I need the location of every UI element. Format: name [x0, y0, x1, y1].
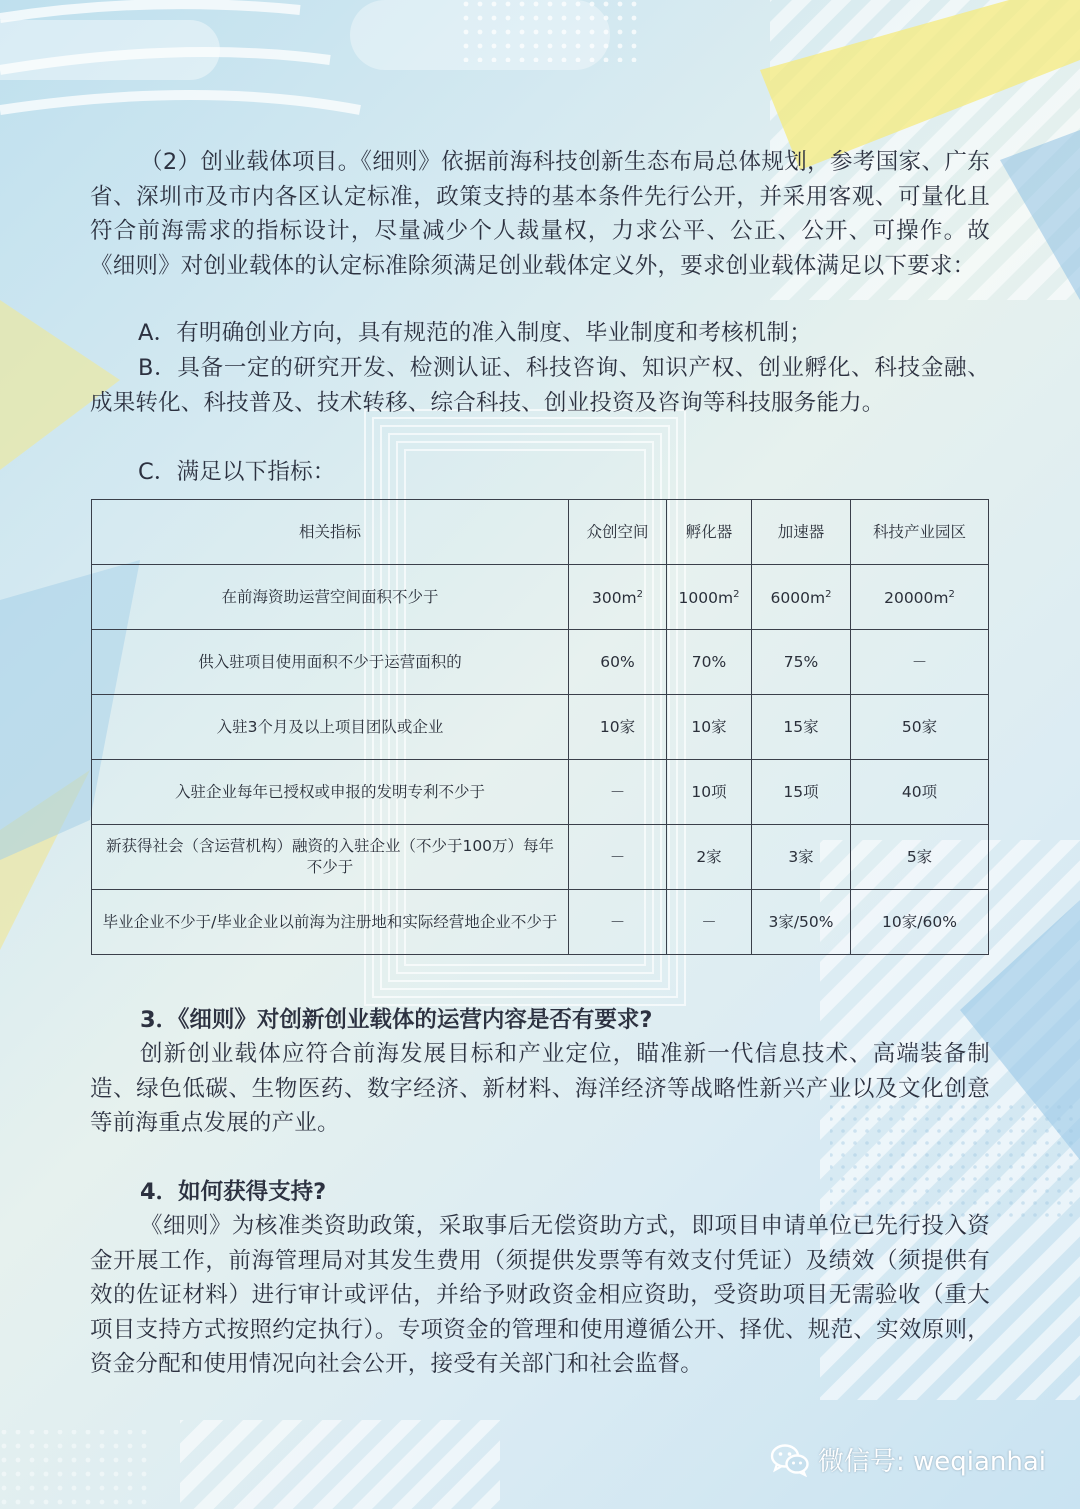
- table-header-row: [92, 500, 989, 565]
- table-header-cell: 孵化器: [667, 500, 752, 565]
- table-cell: 70%: [667, 630, 752, 695]
- table-cell: 50家: [851, 695, 989, 760]
- wechat-icon: [770, 1443, 810, 1477]
- table-cell: 60%: [569, 630, 667, 695]
- section3-heading: 3．《细则》对创新创业载体的运营内容是否有要求?: [140, 1007, 653, 1033]
- table-cell: －: [569, 890, 667, 955]
- table-row: [92, 890, 989, 955]
- requirement-b: B．具备一定的研究开发、检测认证、科技咨询、知识产权、创业孵化、科技金融、成果转化、科技普及、技术转移、综合科技、创业投资及咨询等科技服务能力。: [90, 355, 990, 416]
- section4-body: 《细则》为核准类资助政策，采取事后无偿资助方式，即项目申请单位已先行投入资金开展工作，前海管理局对其发生费用（须提供发票等有效支付凭证）及绩效（须提供有效的佐证材料）进行审计或评估，并给予财政资金相应资助，受资助项目无需验收（重大项目支持方式按照约定执行）。专项资金的管理和使用遵循公开、择优、规范、实效原则，资金分配和使用情况向社会公开，接受有关部门和社会监督。: [90, 1213, 990, 1377]
- requirement-a: A．有明确创业方向，具有规范的准入制度、毕业制度和考核机制；: [138, 320, 812, 346]
- table-cell: 3家: [752, 825, 851, 890]
- table-cell: $1000m^2$: [667, 565, 752, 630]
- section4-heading: 4．如何获得支持?: [140, 1179, 327, 1205]
- table-cell: 15项: [752, 760, 851, 825]
- table-cell: －: [569, 825, 667, 890]
- table-cell-label: 在前海资助运营空间面积不少于: [92, 565, 569, 630]
- table-cell: 10家: [569, 695, 667, 760]
- table-cell: $20000m^2$: [851, 565, 989, 630]
- table-cell: 2家: [667, 825, 752, 890]
- table-row: [92, 630, 989, 695]
- table-row: [92, 760, 989, 825]
- table-cell: －: [569, 760, 667, 825]
- section2-intro: （2）创业载体项目。《细则》依据前海科技创新生态布局总体规划，参考国家、广东省、深圳市及市内各区认定标准，政策支持的基本条件先行公开，并采用客观、可量化且符合前海需求的指标设计，尽量减少个人裁量权，力求公平、公正、公开、可操作。故《细则》对创业载体的认定标准除须满足创业载体定义外，要求创业载体满足以下要求：: [90, 149, 990, 279]
- table-row: [92, 825, 989, 890]
- table-cell: $6000m^2$: [752, 565, 851, 630]
- table-cell: 10家/60%: [851, 890, 989, 955]
- table-cell: 3家/50%: [752, 890, 851, 955]
- table-cell: 75%: [752, 630, 851, 695]
- table-cell: 15家: [752, 695, 851, 760]
- table-header-cell: 相关指标: [92, 500, 569, 565]
- indicator-table: [91, 499, 989, 955]
- table-cell: $300m^2$: [569, 565, 667, 630]
- table-cell: －: [851, 630, 989, 695]
- table-cell-label: 供入驻项目使用面积不少于运营面积的: [92, 630, 569, 695]
- table-header-cell: 加速器: [752, 500, 851, 565]
- table-cell-label: 入驻3个月及以上项目团队或企业: [92, 695, 569, 760]
- table-cell: 40项: [851, 760, 989, 825]
- table-row: [92, 565, 989, 630]
- table-header-cell: 众创空间: [569, 500, 667, 565]
- table-header-cell: 科技产业园区: [851, 500, 989, 565]
- table-row: [92, 695, 989, 760]
- section3-body: 创新创业载体应符合前海发展目标和产业定位，瞄准新一代信息技术、高端装备制造、绿色低碳、生物医药、数字经济、新材料、海洋经济等战略性新兴产业以及文化创意等前海重点发展的产业。: [90, 1041, 990, 1136]
- wechat-watermark: [770, 1441, 1046, 1478]
- table-cell-label: 入驻企业每年已授权或申报的发明专利不少于: [92, 760, 569, 825]
- requirement-c: C．满足以下指标：: [138, 459, 336, 485]
- table-cell: －: [667, 890, 752, 955]
- table-cell: 10项: [667, 760, 752, 825]
- table-cell-label: 毕业企业不少于/毕业企业以前海为注册地和实际经营地企业不少于: [92, 890, 569, 955]
- table-cell: 5家: [851, 825, 989, 890]
- table-cell: 10家: [667, 695, 752, 760]
- wechat-id-text: 微信号: weqianhai: [817, 1447, 1046, 1477]
- table-cell-label: 新获得社会（含运营机构）融资的入驻企业（不少于100万）每年不少于: [92, 825, 569, 890]
